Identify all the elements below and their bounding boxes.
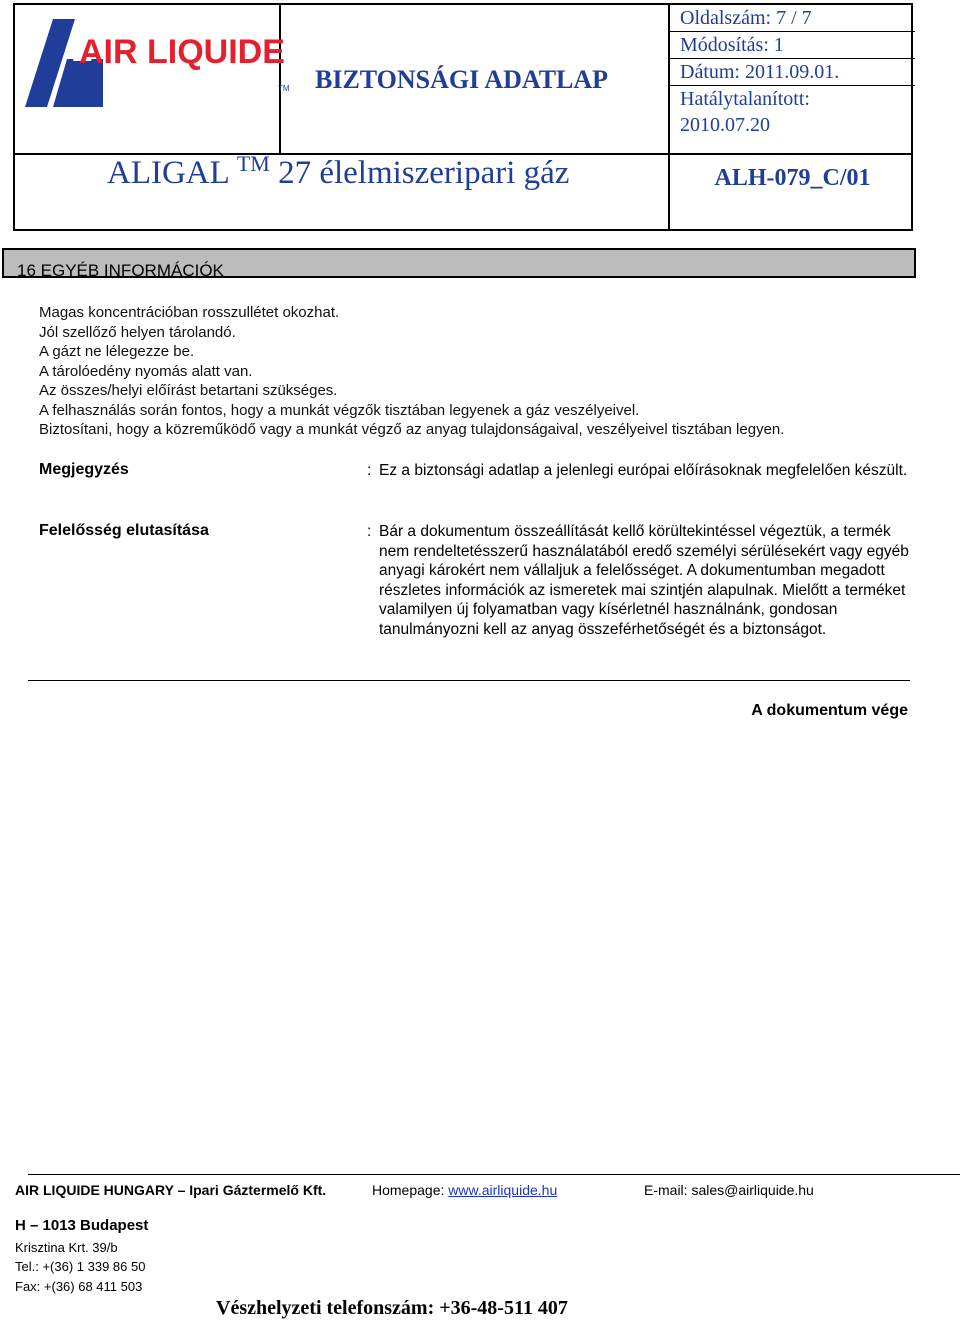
info-line: Jól szellőző helyen tárolandó. <box>39 323 236 341</box>
document-meta <box>670 5 915 138</box>
company-name: AIR LIQUIDE HUNGARY – Ipari Gáztermelő Kft. <box>15 1182 327 1198</box>
disclaimer-label: Felelősség elutasítása <box>39 522 209 539</box>
product-name: ALIGAL ™ 27 élelmiszeripari gáz <box>107 151 570 191</box>
homepage-block <box>372 1182 557 1198</box>
disclaimer-text: Bár a dokumentum összeállítását kellő körültekintéssel végeztük, a termék nem rendeltetésszerű használatából eredő személyi sérülésekért vagy egyéb anyagi károkért nem vállaljuk a felelősséget. A dokumentumban megadott részletes információk az ismeretek mai szintjén alapulnak. Mielőtt a terméket valamilyen új folyamatban vagy kísérletnél használnánk, gondosan tanulmányozni kell az anyag összeférhetőségét és a biztonságot. <box>379 523 909 638</box>
section-end-rule <box>28 680 910 681</box>
issue-date: Dátum: 2011.09.01. <box>670 59 915 86</box>
info-line: A felhasználás során fontos, hogy a munkát végzők tisztában legyenek a gáz veszélyeivel. <box>39 401 640 419</box>
info-line: A gázt ne lélegezze be. <box>39 343 195 360</box>
note-text-block: : Ez a biztonsági adatlap a jelenlegi európai előírásoknak megfelelően készült. <box>367 461 912 481</box>
footer-city: H – 1013 Budapest <box>15 1217 149 1234</box>
document-header <box>13 3 913 231</box>
homepage-label: Homepage: <box>372 1182 445 1198</box>
information-list <box>39 303 784 440</box>
product-code: ALH-079_C/01 <box>714 165 871 191</box>
emergency-phone: Vészhelyzeti telefonszám: +36-48-511 407 <box>216 1297 568 1319</box>
note-text: Ez a biztonsági adatlap a jelenlegi európai előírásoknak megfelelően készült. <box>379 462 908 479</box>
section-title: 16 EGYÉB INFORMÁCIÓK <box>17 261 224 280</box>
info-line: Biztosítani, hogy a közreműködő vagy a munkát végző az anyag tulajdonságaival, veszélyeivel tisztában legyen. <box>39 421 785 438</box>
air-liquide-logo <box>23 19 293 109</box>
email-contact[interactable]: E-mail: sales@airliquide.hu <box>644 1182 814 1198</box>
document-title: BIZTONSÁGI ADATLAP <box>315 65 609 94</box>
document-end-label: A dokumentum vége <box>751 702 908 719</box>
section-heading-bar <box>2 248 916 278</box>
info-line: A tárolóedény nyomás alatt van. <box>39 362 253 380</box>
supersedes-label: Hatálytalanított: <box>680 88 810 110</box>
trademark-mark: TM <box>236 151 270 176</box>
footer-rule <box>28 1174 960 1175</box>
page-number: Oldalszám: 7 / 7 <box>670 5 915 32</box>
homepage-link[interactable]: www.airliquide.hu <box>448 1182 558 1198</box>
info-line: Magas koncentrációban rosszullétet okozhat. <box>39 304 340 321</box>
footer-phone: Tel.: +(36) 1 339 86 50 <box>15 1259 146 1274</box>
footer-street: Krisztina Krt. 39/b <box>15 1240 118 1255</box>
info-line: Az összes/helyi előírást betartani szükséges. <box>39 382 338 399</box>
logo-text: AIR LIQUIDE <box>79 33 285 71</box>
footer-fax: Fax: +(36) 68 411 503 <box>15 1279 143 1294</box>
revision-number: Módosítás: 1 <box>670 32 915 59</box>
disclaimer-text-block: : Bár a dokumentum összeállítását kellő körültekintéssel végeztük, a termék nem rendeltetésszerű használatából eredő személyi sérülésekért vagy egyéb anyagi károkért nem vállaljuk a felelősséget. A dokumentumban megadott részletes információk az ismeretek mai szintjén alapulnak. Mielőtt a terméket valamilyen új folyamatban vagy kísérletnél használnánk, gondosan tanulmányozni kell az anyag összeférhetőségét és a biztonságot. <box>367 522 912 639</box>
supersedes-date: 2010.07.20 <box>680 114 770 136</box>
svg-text:TM: TM <box>278 84 290 93</box>
note-label: Megjegyzés <box>39 461 129 478</box>
